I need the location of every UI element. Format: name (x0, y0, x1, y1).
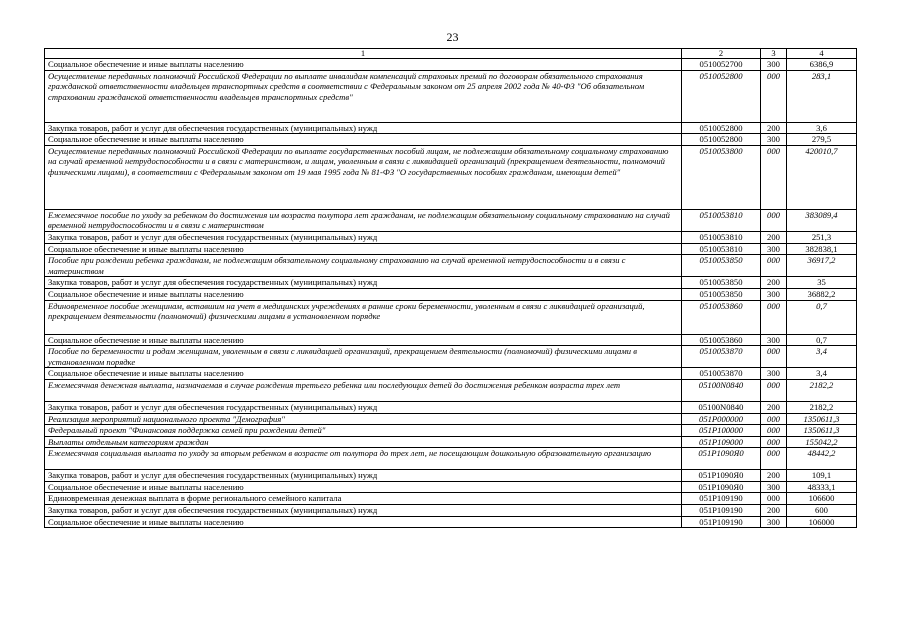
row-code: 05100N0840 (682, 401, 761, 413)
budget-table (44, 48, 857, 528)
row-type: 000 (761, 70, 787, 122)
row-type: 200 (761, 277, 787, 289)
page-number: 23 (446, 30, 459, 44)
row-sum: 279,5 (787, 134, 857, 146)
row-sum: 0,7 (787, 300, 857, 334)
row-sum: 3,4 (787, 368, 857, 380)
row-name: Социальное обеспечение и иные выплаты населению (45, 134, 682, 146)
row-sum: 383089,4 (787, 209, 857, 231)
row-name: Ежемесячная денежная выплата, назначаемая в случае рождения третьего ребенка или последующих детей до достижения ребенком возраста трех лет (45, 379, 682, 401)
row-name: Социальное обеспечение и иные выплаты населению (45, 368, 682, 380)
row-code: 05100N0840 (682, 379, 761, 401)
header-col-4: 4 (787, 49, 857, 59)
row-code: 0510053860 (682, 334, 761, 346)
table-row (45, 448, 857, 470)
row-type: 300 (761, 516, 787, 528)
header-col-1: 1 (45, 49, 682, 59)
row-name: Закупка товаров, работ и услуг для обеспечения государственных (муниципальных) нужд (45, 122, 682, 134)
row-sum: 106000 (787, 516, 857, 528)
row-type: 000 (761, 493, 787, 505)
row-sum: 155042,2 (787, 436, 857, 448)
row-type: 000 (761, 436, 787, 448)
row-sum: 420010,7 (787, 145, 857, 209)
row-sum: 251,3 (787, 231, 857, 243)
table-row (45, 481, 857, 493)
row-sum: 3,6 (787, 122, 857, 134)
table-row (45, 334, 857, 346)
table-row (45, 505, 857, 517)
row-code: 0510052800 (682, 70, 761, 122)
row-code: 0510053870 (682, 346, 761, 368)
row-sum: 35 (787, 277, 857, 289)
row-sum: 2182,2 (787, 401, 857, 413)
row-type: 000 (761, 255, 787, 277)
row-code: 0510053850 (682, 277, 761, 289)
row-sum: 109,1 (787, 470, 857, 482)
row-type: 000 (761, 448, 787, 470)
row-type: 200 (761, 505, 787, 517)
table-row (45, 288, 857, 300)
row-sum: 3,4 (787, 346, 857, 368)
row-code: 051P100000 (682, 425, 761, 437)
row-name: Закупка товаров, работ и услуг для обеспечения государственных (муниципальных) нужд (45, 470, 682, 482)
row-code: 0510053850 (682, 255, 761, 277)
row-name: Реализация мероприятий национального проекта "Демография" (45, 413, 682, 425)
row-type: 200 (761, 401, 787, 413)
row-name: Федеральный проект "Финансовая поддержка семей при рождении детей" (45, 425, 682, 437)
table-row (45, 70, 857, 122)
row-type: 200 (761, 122, 787, 134)
row-name: Закупка товаров, работ и услуг для обеспечения государственных (муниципальных) нужд (45, 401, 682, 413)
table-row (45, 231, 857, 243)
row-name: Осуществление переданных полномочий Российской Федерации по выплате инвалидам компенсаций страховых премий по договорам обязательного страхования гражданской ответственности владельцев транспортных средств в соответствии с Федеральным законом от 25 апреля 2002 года № 40-ФЗ "Об обязательном страховании гражданской ответственности владельцев транспортных средств" (45, 70, 682, 122)
row-type: 000 (761, 300, 787, 334)
row-name: Социальное обеспечение и иные выплаты населению (45, 481, 682, 493)
table-row (45, 145, 857, 209)
table-row (45, 255, 857, 277)
table-row (45, 379, 857, 401)
row-type: 300 (761, 134, 787, 146)
table-row (45, 493, 857, 505)
row-name: Социальное обеспечение и иные выплаты населению (45, 516, 682, 528)
row-name: Единовременное пособие женщинам, вставшим на учет в медицинских учреждениях в ранние сроки беременности, уволенным в связи с ликвидацией организаций, прекращением деятельности (полномочий) физическими лицами в установленном порядке (45, 300, 682, 334)
row-code: 0510053850 (682, 288, 761, 300)
table-row (45, 436, 857, 448)
row-sum: 36917,2 (787, 255, 857, 277)
table-row (45, 122, 857, 134)
row-sum: 1350611,3 (787, 413, 857, 425)
row-name: Пособие по беременности и родам женщинам, уволенным в связи с ликвидацией организаций, прекращением деятельности (полномочий) физическими лицами в установленном порядке (45, 346, 682, 368)
row-code: 051P109000 (682, 436, 761, 448)
row-code: 051P1090Я0 (682, 481, 761, 493)
table-row (45, 401, 857, 413)
row-code: 051P109190 (682, 493, 761, 505)
row-type: 200 (761, 231, 787, 243)
row-name: Социальное обеспечение и иные выплаты населению (45, 334, 682, 346)
table-row (45, 134, 857, 146)
table-row (45, 59, 857, 71)
row-name: Закупка товаров, работ и услуг для обеспечения государственных (муниципальных) нужд (45, 505, 682, 517)
row-sum: 382838,1 (787, 243, 857, 255)
row-name: Выплаты отдельным категориям граждан (45, 436, 682, 448)
table-row (45, 300, 857, 334)
row-code: 051P000000 (682, 413, 761, 425)
row-type: 200 (761, 470, 787, 482)
header-col-3: 3 (761, 49, 787, 59)
row-code: 0510053810 (682, 209, 761, 231)
table-row (45, 516, 857, 528)
row-code: 0510052800 (682, 134, 761, 146)
row-sum: 36882,2 (787, 288, 857, 300)
table-row (45, 277, 857, 289)
row-sum: 0,7 (787, 334, 857, 346)
row-type: 300 (761, 334, 787, 346)
row-type: 000 (761, 425, 787, 437)
row-sum: 106600 (787, 493, 857, 505)
row-code: 051P1090Я0 (682, 448, 761, 470)
row-code: 0510053860 (682, 300, 761, 334)
row-sum: 1350611,3 (787, 425, 857, 437)
row-type: 300 (761, 288, 787, 300)
row-type: 300 (761, 59, 787, 71)
row-name: Осуществление переданных полномочий Российской Федерации по выплате государственных пособий лицам, не подлежащим обязательному социальному страхованию на случай временной нетрудоспособности и в связи с материнством, и лицам, уволенным в связи с ликвидацией организаций (прекращением деятельности, полномочий физическими лицами), в соответствии с Федеральным законом от 19 мая 1995 года № 81-ФЗ "О государственных пособиях гражданам, имеющим детей" (45, 145, 682, 209)
row-name: Социальное обеспечение и иные выплаты населению (45, 59, 682, 71)
row-name: Ежемесячная социальная выплата по уходу за вторым ребенком в возрасте от полутора до трех лет, не посещающим дошкольную образовательную организацию (45, 448, 682, 470)
table-row (45, 368, 857, 380)
row-code: 051P109190 (682, 505, 761, 517)
row-type: 300 (761, 481, 787, 493)
table-row (45, 243, 857, 255)
row-code: 0510053810 (682, 231, 761, 243)
row-code: 0510052700 (682, 59, 761, 71)
table-row (45, 425, 857, 437)
header-col-2: 2 (682, 49, 761, 59)
row-code: 051P109190 (682, 516, 761, 528)
row-type: 000 (761, 413, 787, 425)
row-code: 0510053800 (682, 145, 761, 209)
row-sum: 6386,9 (787, 59, 857, 71)
header-row (45, 49, 857, 59)
row-name: Закупка товаров, работ и услуг для обеспечения государственных (муниципальных) нужд (45, 231, 682, 243)
row-type: 300 (761, 368, 787, 380)
row-name: Социальное обеспечение и иные выплаты населению (45, 243, 682, 255)
row-name: Закупка товаров, работ и услуг для обеспечения государственных (муниципальных) нужд (45, 277, 682, 289)
row-sum: 283,1 (787, 70, 857, 122)
row-code: 0510052800 (682, 122, 761, 134)
row-type: 000 (761, 145, 787, 209)
table-row (45, 470, 857, 482)
row-name: Социальное обеспечение и иные выплаты населению (45, 288, 682, 300)
table-row (45, 413, 857, 425)
row-type: 000 (761, 346, 787, 368)
row-name: Единовременная денежная выплата в форме регионального семейного капитала (45, 493, 682, 505)
row-name: Ежемесячное пособие по уходу за ребенком до достижения им возраста полутора лет гражданам, не подлежащим обязательному социальному страхованию на случай временной нетрудоспособности и в связи с материнством (45, 209, 682, 231)
row-name: Пособие при рождении ребенка гражданам, не подлежащим обязательному социальному страхованию на случай временной нетрудоспособности и в связи с материнством (45, 255, 682, 277)
row-sum: 48442,2 (787, 448, 857, 470)
row-code: 0510053870 (682, 368, 761, 380)
table-row (45, 209, 857, 231)
row-type: 300 (761, 243, 787, 255)
row-sum: 2182,2 (787, 379, 857, 401)
row-sum: 48333,1 (787, 481, 857, 493)
row-type: 000 (761, 209, 787, 231)
table-row (45, 346, 857, 368)
row-code: 0510053810 (682, 243, 761, 255)
row-type: 000 (761, 379, 787, 401)
row-sum: 600 (787, 505, 857, 517)
row-code: 051P1090Я0 (682, 470, 761, 482)
